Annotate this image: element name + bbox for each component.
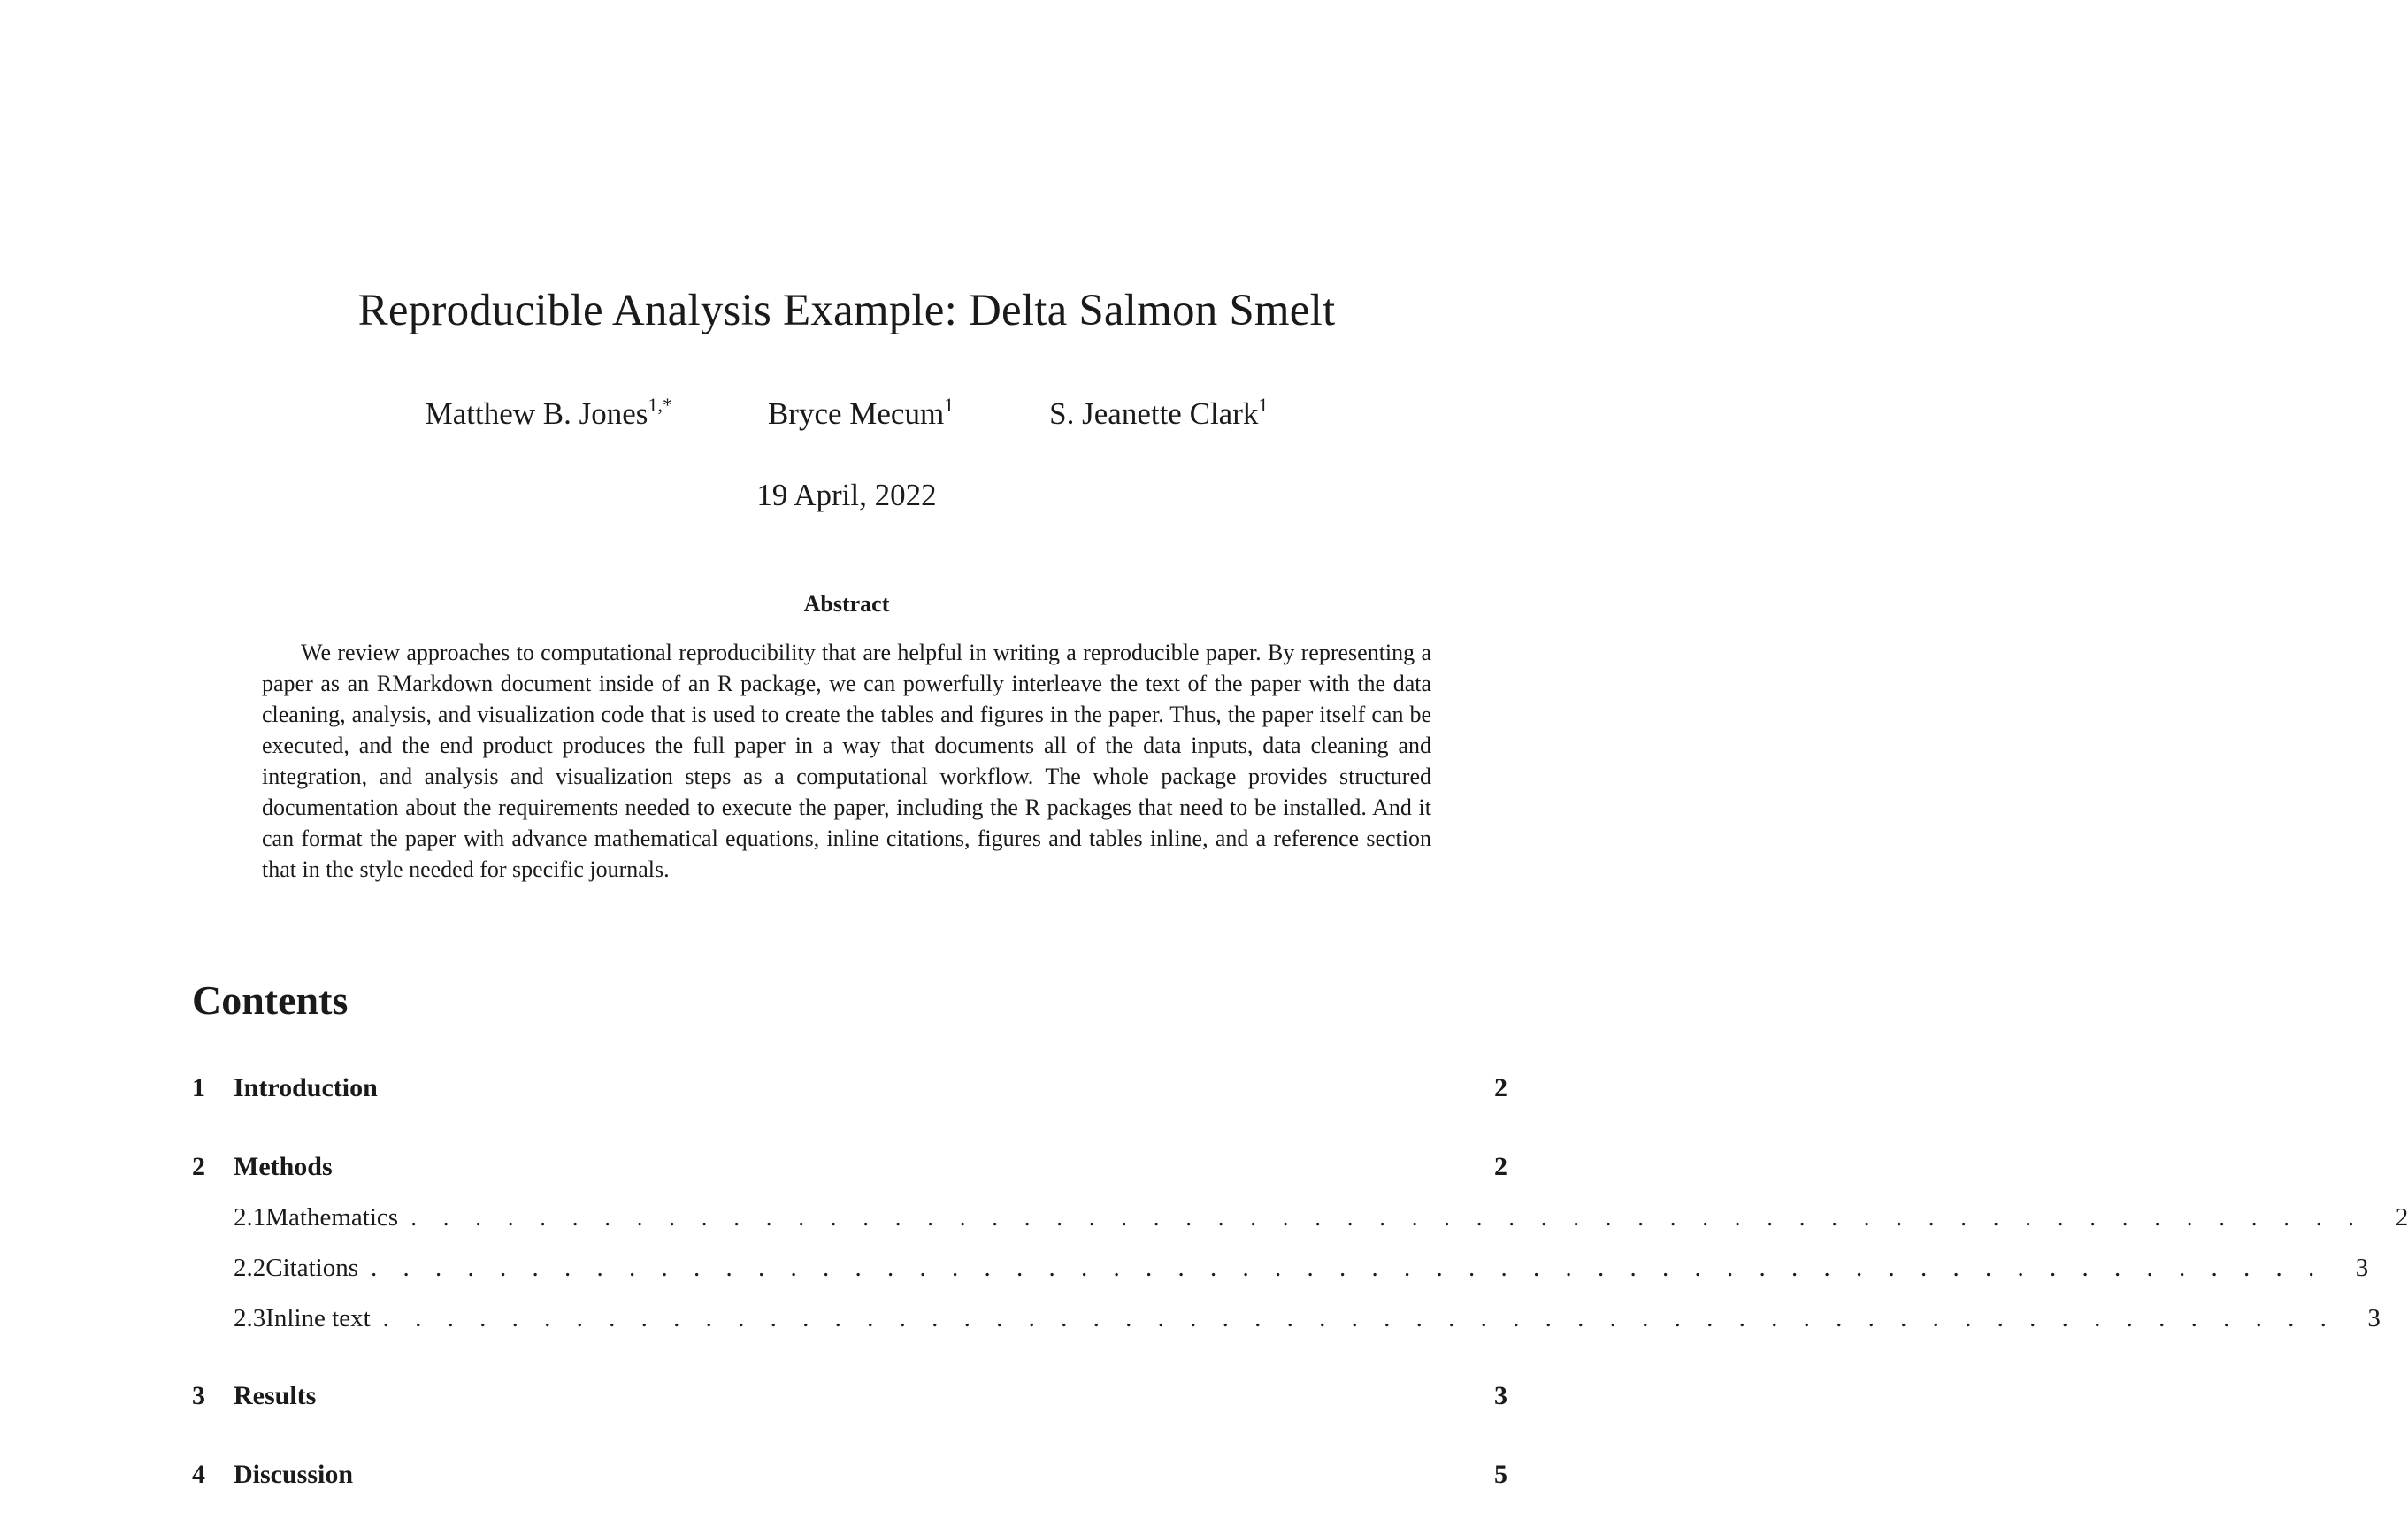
toc-leader-dots: . . . . . . . . . . . . . . . . . . . . . . . . . . . . . . . . . . . . . . . . . . . . . . . . . . . . . . . . . . . . . — [410, 1203, 2365, 1232]
toc-page: 2 — [2395, 1203, 2408, 1232]
paper-title: Reproducible Analysis Example: Delta Salmon Smelt — [357, 286, 1336, 335]
toc-entry[interactable] — [192, 1381, 1507, 1416]
toc-number: 4 — [192, 1460, 205, 1489]
author-name: Bryce Mecum — [767, 396, 945, 431]
toc-page: 3 — [2355, 1254, 2369, 1282]
abstract-heading: Abstract — [803, 591, 890, 617]
abstract-text: We review approaches to computational reproducibility that are helpful in writing a reproducible paper. By representing a paper as an RMarkdown document inside of an R package, we can powerfully interleave the text of the paper with the data cleaning, analysis, and visualization code that is used to create the tables and figures in the paper. Thus, the paper itself can be executed, and the end product produces the full paper in a way that documents all of the data inputs, data cleaning and integration, and analysis and visualization steps as a computational workflow. The whole package provides structured documentation about the requirements needed to execute the paper, including the R packages that need to be installed. And it can format the paper with advance mathematical equations, inline citations, figures and tables inline, and a reference section that in the style needed for specific journals. — [262, 640, 1431, 882]
toc-number: 3 — [192, 1381, 205, 1410]
toc-page: 2 — [1494, 1073, 1507, 1102]
contents-heading: Contents — [192, 978, 349, 1023]
toc-label[interactable]: Results — [234, 1381, 317, 1410]
table-of-contents — [192, 0, 2408, 1520]
toc-entry[interactable] — [192, 1460, 1507, 1495]
toc-page: 3 — [2367, 1304, 2381, 1332]
toc-entry[interactable] — [192, 1152, 1507, 1187]
toc-number: 2.3 — [234, 1304, 266, 1332]
toc-label[interactable]: Methods — [234, 1152, 333, 1181]
toc-label[interactable]: Inline text — [265, 1304, 371, 1332]
toc-label[interactable]: Discussion — [234, 1460, 354, 1489]
toc-number: 1 — [192, 1073, 205, 1102]
toc-entry[interactable] — [192, 1254, 2369, 1289]
toc-entry[interactable] — [192, 1073, 1507, 1109]
toc-leader-dots: . . . . . . . . . . . . . . . . . . . . . . . . . . . . . . . . . . . . . . . . . . . . . . . . . . . . . . . . . . . . . — [370, 1254, 2325, 1282]
toc-label[interactable]: Introduction — [234, 1073, 378, 1102]
toc-label[interactable]: Citations — [265, 1254, 358, 1282]
author-name: Matthew B. Jones — [425, 396, 648, 431]
author-name: S. Jeanette Clark — [1049, 396, 1259, 431]
toc-number: 2.2 — [234, 1254, 266, 1282]
paper-date: 19 April, 2022 — [756, 478, 937, 512]
toc-page: 5 — [1494, 1460, 1507, 1489]
author-affiliation: 1,* — [648, 394, 672, 416]
toc-entry[interactable] — [192, 1203, 2408, 1239]
toc-page: 2 — [1494, 1152, 1507, 1181]
toc-number: 2 — [192, 1152, 205, 1181]
toc-label[interactable]: Mathematics — [265, 1203, 399, 1232]
toc-number: 2.1 — [234, 1203, 266, 1232]
toc-page: 3 — [1494, 1381, 1507, 1410]
author-affiliation: 1 — [944, 394, 955, 416]
toc-entry[interactable] — [192, 1304, 2381, 1340]
author-affiliation: 1 — [1258, 394, 1269, 416]
toc-leader-dots: . . . . . . . . . . . . . . . . . . . . . . . . . . . . . . . . . . . . . . . . . . . . . . . . . . . . . . . . . . . . . — [382, 1304, 2336, 1332]
